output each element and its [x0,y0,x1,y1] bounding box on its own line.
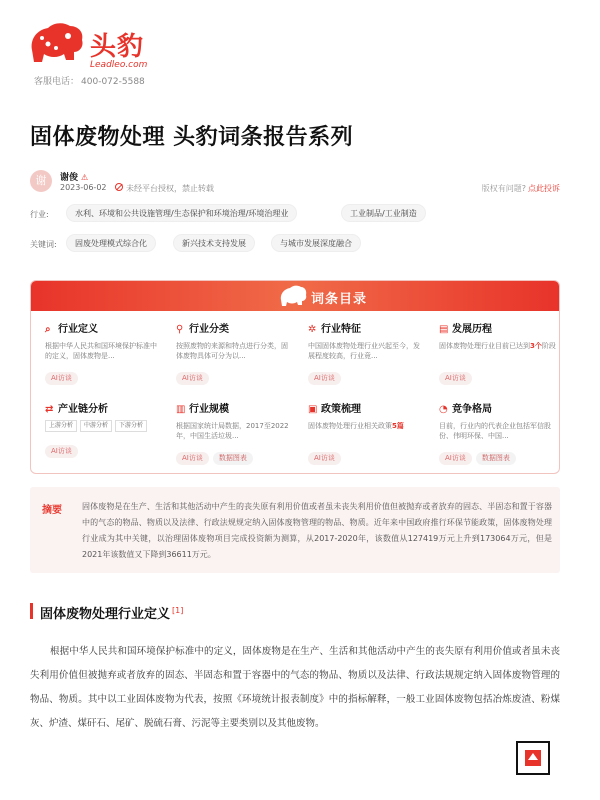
catalog-item-desc: 根据中华人民共和国环境保护标准中的定义，固体废物是... [45,342,157,360]
catalog-item-desc: 目前，行业内的代表企业包括军信股份、伟明环保、中国... [439,422,551,440]
ai-interview-pill[interactable]: AI访谈 [45,372,78,385]
desc-highlight: 3个 [530,342,542,350]
brand-logo[interactable] [28,20,158,70]
chain-step[interactable]: 上游分析 [45,420,77,432]
catalog-item[interactable] [45,323,163,382]
industry-label: 行业: [30,210,49,219]
brand-name: 头豹 [90,32,145,62]
catalog-item-desc: 根据国家统计局数据，2017至2022年，中国生活垃圾... [176,422,289,440]
reference-link[interactable]: [1] [172,605,184,615]
copyright-notice: 未经平台授权，禁止转载 [126,184,214,193]
catalog-item[interactable] [176,323,294,382]
section-body: 根据中华人民共和国环境保护标准中的定义，固体废物是在生产、生活和其他活动中产生的丧失原有利用价值或者虽未丧失利用价值但被抛弃或者放弃的固态、半固态和置于容器中的气态的物品、物质以及法律、行政法规规定纳入固体废物管理的物品、物质。其中以工业固体废物为代表，按照《环境统计报表制度》中的指标解释，一般工业固体废物包括冶炼废渣、粉煤灰、炉渣、煤矸石、尾矿、脱硫石膏、污泥等主要类别以及其他废物。 [30,646,560,729]
hotline-label: 客服电话： [34,77,80,87]
catalog-item-desc: 按照废物的来源和特点进行分类，固体废物具体可分为以... [176,342,288,360]
leopard-logo-icon [28,20,86,66]
data-chart-pill[interactable]: 数据图表 [213,452,253,465]
desc-prefix: 固体废物处理行业相关政策 [308,422,392,430]
catalog-item-title: 发展历程 [452,324,492,335]
ai-interview-pill[interactable]: AI访谈 [308,372,341,385]
catalog-item-title: 行业定义 [58,324,98,335]
abstract-label: 摘要 [42,505,62,516]
chain-icon: ⇄ [45,404,54,415]
catalog-item-title: 行业特征 [321,324,361,335]
chain-step[interactable]: 中游分析 [80,420,112,432]
desc-prefix: 固体废物处理行业目前已达到 [439,342,530,350]
catalog-item[interactable] [308,403,426,462]
abstract-box [30,487,560,573]
industry-tag[interactable]: 工业制品/工业制造 [341,204,426,222]
hotline [32,74,145,87]
ai-interview-pill[interactable]: AI访谈 [308,452,341,465]
catalog-panel [30,280,560,474]
catalog-item-title: 行业分类 [189,324,229,335]
catalog-item[interactable] [439,403,557,462]
ai-interview-pill[interactable]: AI访谈 [439,452,472,465]
catalog-item-title: 产业链分析 [58,404,108,415]
section-title [40,603,183,622]
classify-icon: ⚲ [176,324,184,335]
chain-steps [45,420,163,432]
desc-suffix: 阶段 [541,342,556,350]
catalog-item[interactable] [308,323,426,382]
brand-domain: Leadleo.com [90,60,148,70]
catalog-title: 词条目录 [311,292,368,307]
desc-highlight: 5篇 [392,422,404,430]
keywords-label: 关键词: [30,240,57,249]
back-to-top-button[interactable] [516,741,550,775]
arrow-up-icon [525,750,541,766]
leopard-logo-icon [279,284,307,308]
catalog-item-title: 竞争格局 [452,404,492,415]
section-title-text: 固体废物处理行业定义 [40,607,171,622]
keyword-tag[interactable]: 与城市发展深度融合 [271,234,361,252]
history-icon: ▤ [439,324,449,335]
question-text: 版权有问题? [481,184,526,193]
catalog-item-desc [439,341,557,361]
publish-date: 2023-06-02 [60,183,107,192]
industry-tag[interactable]: 水利、环境和公共设施管理/生态保护和环境治理/环境治理业 [66,204,297,222]
complaint-link[interactable]: 点此投诉 [528,184,560,193]
page-title: 固体废物处理 头豹词条报告系列 [30,125,354,150]
ai-interview-pill[interactable]: AI访谈 [176,372,209,385]
catalog-header [31,281,559,311]
ai-interview-pill[interactable]: AI访谈 [45,445,78,458]
catalog-item-title: 行业规模 [189,404,229,415]
ai-interview-pill[interactable]: AI访谈 [439,372,472,385]
catalog-item[interactable] [439,323,557,382]
ai-search-icon: ⌕ [45,324,51,335]
author-label: 谢俊 [60,173,79,183]
section-accent-bar [30,603,33,619]
chain-step[interactable]: 下游分析 [115,420,147,432]
keyword-tag[interactable]: 新兴技术支持发展 [173,234,255,252]
pie-icon: ◔ [439,404,448,415]
verified-icon: ⚠ [81,173,89,182]
feature-icon: ✲ [308,324,317,335]
keyword-tag[interactable]: 固废处理模式综合化 [66,234,156,252]
catalog-item-title: 政策梳理 [321,404,361,415]
catalog-item[interactable] [176,403,294,462]
avatar: 谢 [30,170,52,192]
copyright-question [482,183,560,194]
hotline-number: 400-072-5588 [81,77,145,87]
catalog-item[interactable] [45,403,163,455]
data-chart-pill[interactable]: 数据图表 [476,452,516,465]
abstract-text: 固体废物是在生产、生活和其他活动中产生的丧失原有利用价值或者虽未丧失利用价值但被抛弃或者放弃的固态、半固态和置于容器中的气态的物品、物质以及法律、行政法规规定纳入固体废物管理的物品、物质。近年来中国政府推行环保节能政策，固体废物处理行业成为其中关键，以治理固体废物项目完成投资额为测算，从2017-2020年，该数值从127419万元上升到173064万元，但是2021年该数值又下降到36611万元。 [82,502,552,559]
policy-icon: ▣ [308,404,318,415]
ban-icon [115,183,123,191]
bar-chart-icon: ▥ [176,404,186,415]
catalog-item-desc [308,421,426,441]
catalog-item-desc: 中国固体废物处理行业兴起至今，发展程度较高，行业竟... [308,342,420,360]
ai-interview-pill[interactable]: AI访谈 [176,452,209,465]
author-name[interactable] [60,170,89,183]
